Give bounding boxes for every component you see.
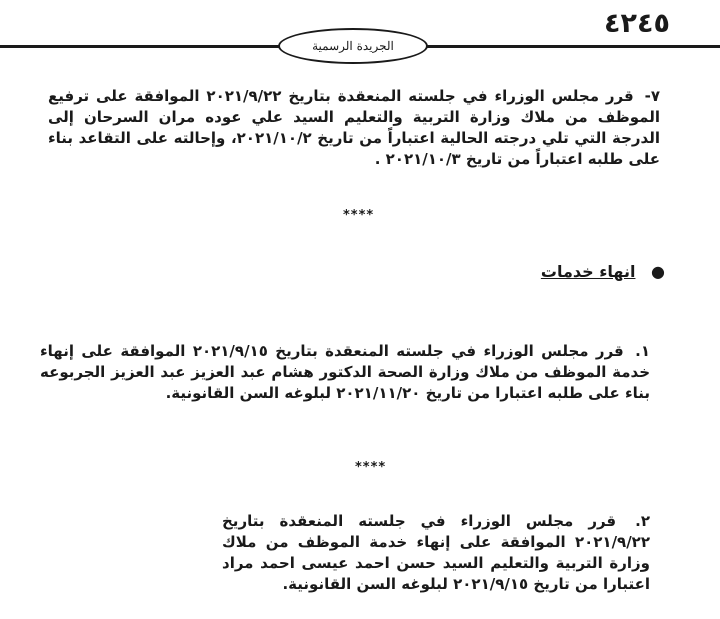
publication-title: الجريدة الرسمية — [312, 39, 394, 53]
page-number: ٤٢٤٥ — [604, 8, 670, 39]
decision-number: ١. — [635, 342, 650, 360]
section-title: انهاء خدمات — [540, 262, 636, 281]
decision-number: ٧- — [644, 87, 660, 105]
separator-stars: **** — [343, 208, 375, 223]
publication-title-oval — [278, 28, 428, 64]
decision-2 — [222, 511, 650, 595]
separator-stars: **** — [355, 460, 387, 475]
section-heading — [450, 262, 665, 281]
decision-text: قرر مجلس الوزراء في جلسته المنعقدة بتاريخ ٢٠٢١/٩/٢٢ الموافقة على ترفيع الموظف من ملاك وزارة التربية والتعليم السيد علي عوده مران السرحان إلى الدرجة التي تلي درجته الحالية اعتباراً من تاريخ ٢٠٢١/١٠/٢، وإحالته على التقاعد بناء على طلبه اعتباراً من تاريخ ٢٠٢١/١٠/٣ . — [48, 87, 660, 168]
decision-1 — [40, 341, 650, 404]
bullet-icon: ● — [651, 262, 665, 281]
decision-number: ٢. — [635, 512, 650, 530]
decision-text: قرر مجلس الوزراء في جلسته المنعقدة بتاريخ ٢٠٢١/٩/٢٢ الموافقة على إنهاء خدمة الموظف من ملاك وزارة التربية والتعليم السيد حسن احمد عيسى احمد مراد اعتبارا من تاريخ ٢٠٢١/٩/١٥ لبلوغه السن القانونية. — [222, 512, 650, 593]
decision-7 — [48, 86, 660, 170]
decision-text: قرر مجلس الوزراء في جلسته المنعقدة بتاريخ ٢٠٢١/٩/١٥ الموافقة على إنهاء خدمة الموظف من ملاك وزارة الصحة الدكتور هشام عبد العزيز عبد العزيز الجربوعه بناء على طلبه اعتبارا من تاريخ ٢٠٢١/١١/٢٠ لبلوغه السن القانونية. — [40, 342, 650, 402]
